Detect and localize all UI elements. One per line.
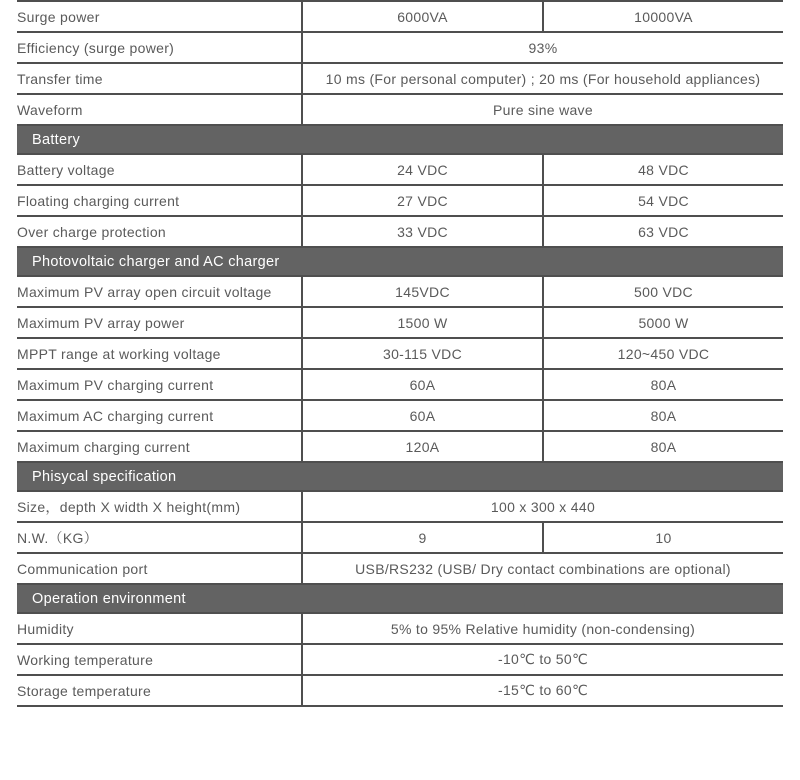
table-row bbox=[17, 276, 783, 307]
section-row bbox=[17, 584, 783, 613]
row-label: Humidity bbox=[17, 613, 302, 644]
table-row bbox=[17, 431, 783, 462]
row-label: Battery voltage bbox=[17, 154, 302, 185]
section-row bbox=[17, 462, 783, 491]
table-row bbox=[17, 307, 783, 338]
row-label: N.W.（KG） bbox=[17, 522, 302, 553]
row-label: Maximum PV charging current bbox=[17, 369, 302, 400]
row-value: 80A bbox=[543, 369, 783, 400]
section-header: Photovoltaic charger and AC charger bbox=[17, 247, 783, 276]
row-value: 5% to 95% Relative humidity (non-condensing) bbox=[302, 613, 783, 644]
row-label: Waveform bbox=[17, 94, 302, 125]
row-value: USB/RS232 (USB/ Dry contact combinations are optional) bbox=[302, 553, 783, 584]
table-row bbox=[17, 94, 783, 125]
row-label: Surge power bbox=[17, 1, 302, 32]
table-row bbox=[17, 154, 783, 185]
table-row bbox=[17, 1, 783, 32]
row-label: Maximum PV array power bbox=[17, 307, 302, 338]
section-row bbox=[17, 125, 783, 154]
row-value: 6000VA bbox=[302, 1, 543, 32]
table-row bbox=[17, 675, 783, 706]
table-row bbox=[17, 63, 783, 94]
row-label: Efficiency (surge power) bbox=[17, 32, 302, 63]
row-value: -15℃ to 60℃ bbox=[302, 675, 783, 706]
table-row bbox=[17, 216, 783, 247]
table-row bbox=[17, 522, 783, 553]
row-value: 9 bbox=[302, 522, 543, 553]
row-label: Floating charging current bbox=[17, 185, 302, 216]
row-value: 33 VDC bbox=[302, 216, 543, 247]
spec-table bbox=[17, 0, 783, 707]
row-value: 120A bbox=[302, 431, 543, 462]
row-label: Size，depth X width X height(mm) bbox=[17, 491, 302, 522]
row-value: 93% bbox=[302, 32, 783, 63]
section-header: Battery bbox=[17, 125, 783, 154]
table-row bbox=[17, 644, 783, 675]
row-label: Maximum AC charging current bbox=[17, 400, 302, 431]
row-value: 120~450 VDC bbox=[543, 338, 783, 369]
row-label: Transfer time bbox=[17, 63, 302, 94]
row-label: Storage temperature bbox=[17, 675, 302, 706]
row-value: 54 VDC bbox=[543, 185, 783, 216]
table-row bbox=[17, 369, 783, 400]
row-value: 60A bbox=[302, 369, 543, 400]
row-value: 10000VA bbox=[543, 1, 783, 32]
row-value: -10℃ to 50℃ bbox=[302, 644, 783, 675]
row-value: Pure sine wave bbox=[302, 94, 783, 125]
row-value: 48 VDC bbox=[543, 154, 783, 185]
spec-table-body bbox=[17, 1, 783, 706]
row-value: 80A bbox=[543, 431, 783, 462]
row-value: 63 VDC bbox=[543, 216, 783, 247]
table-row bbox=[17, 553, 783, 584]
table-row bbox=[17, 491, 783, 522]
row-label: Maximum PV array open circuit voltage bbox=[17, 276, 302, 307]
row-value: 60A bbox=[302, 400, 543, 431]
row-label: MPPT range at working voltage bbox=[17, 338, 302, 369]
spec-sheet bbox=[17, 0, 783, 707]
row-value: 1500 W bbox=[302, 307, 543, 338]
table-row bbox=[17, 32, 783, 63]
row-label: Communication port bbox=[17, 553, 302, 584]
table-row bbox=[17, 185, 783, 216]
table-row bbox=[17, 338, 783, 369]
section-row bbox=[17, 247, 783, 276]
row-label: Working temperature bbox=[17, 644, 302, 675]
row-value: 27 VDC bbox=[302, 185, 543, 216]
row-value: 80A bbox=[543, 400, 783, 431]
row-label: Over charge protection bbox=[17, 216, 302, 247]
row-value: 10 bbox=[543, 522, 783, 553]
row-value: 100 x 300 x 440 bbox=[302, 491, 783, 522]
row-value: 10 ms (For personal computer) ; 20 ms (For household appliances) bbox=[302, 63, 783, 94]
section-header: Phisycal specification bbox=[17, 462, 783, 491]
row-value: 24 VDC bbox=[302, 154, 543, 185]
section-header: Operation environment bbox=[17, 584, 783, 613]
table-row bbox=[17, 400, 783, 431]
row-value: 145VDC bbox=[302, 276, 543, 307]
table-row bbox=[17, 613, 783, 644]
row-value: 30-115 VDC bbox=[302, 338, 543, 369]
row-label: Maximum charging current bbox=[17, 431, 302, 462]
row-value: 5000 W bbox=[543, 307, 783, 338]
row-value: 500 VDC bbox=[543, 276, 783, 307]
